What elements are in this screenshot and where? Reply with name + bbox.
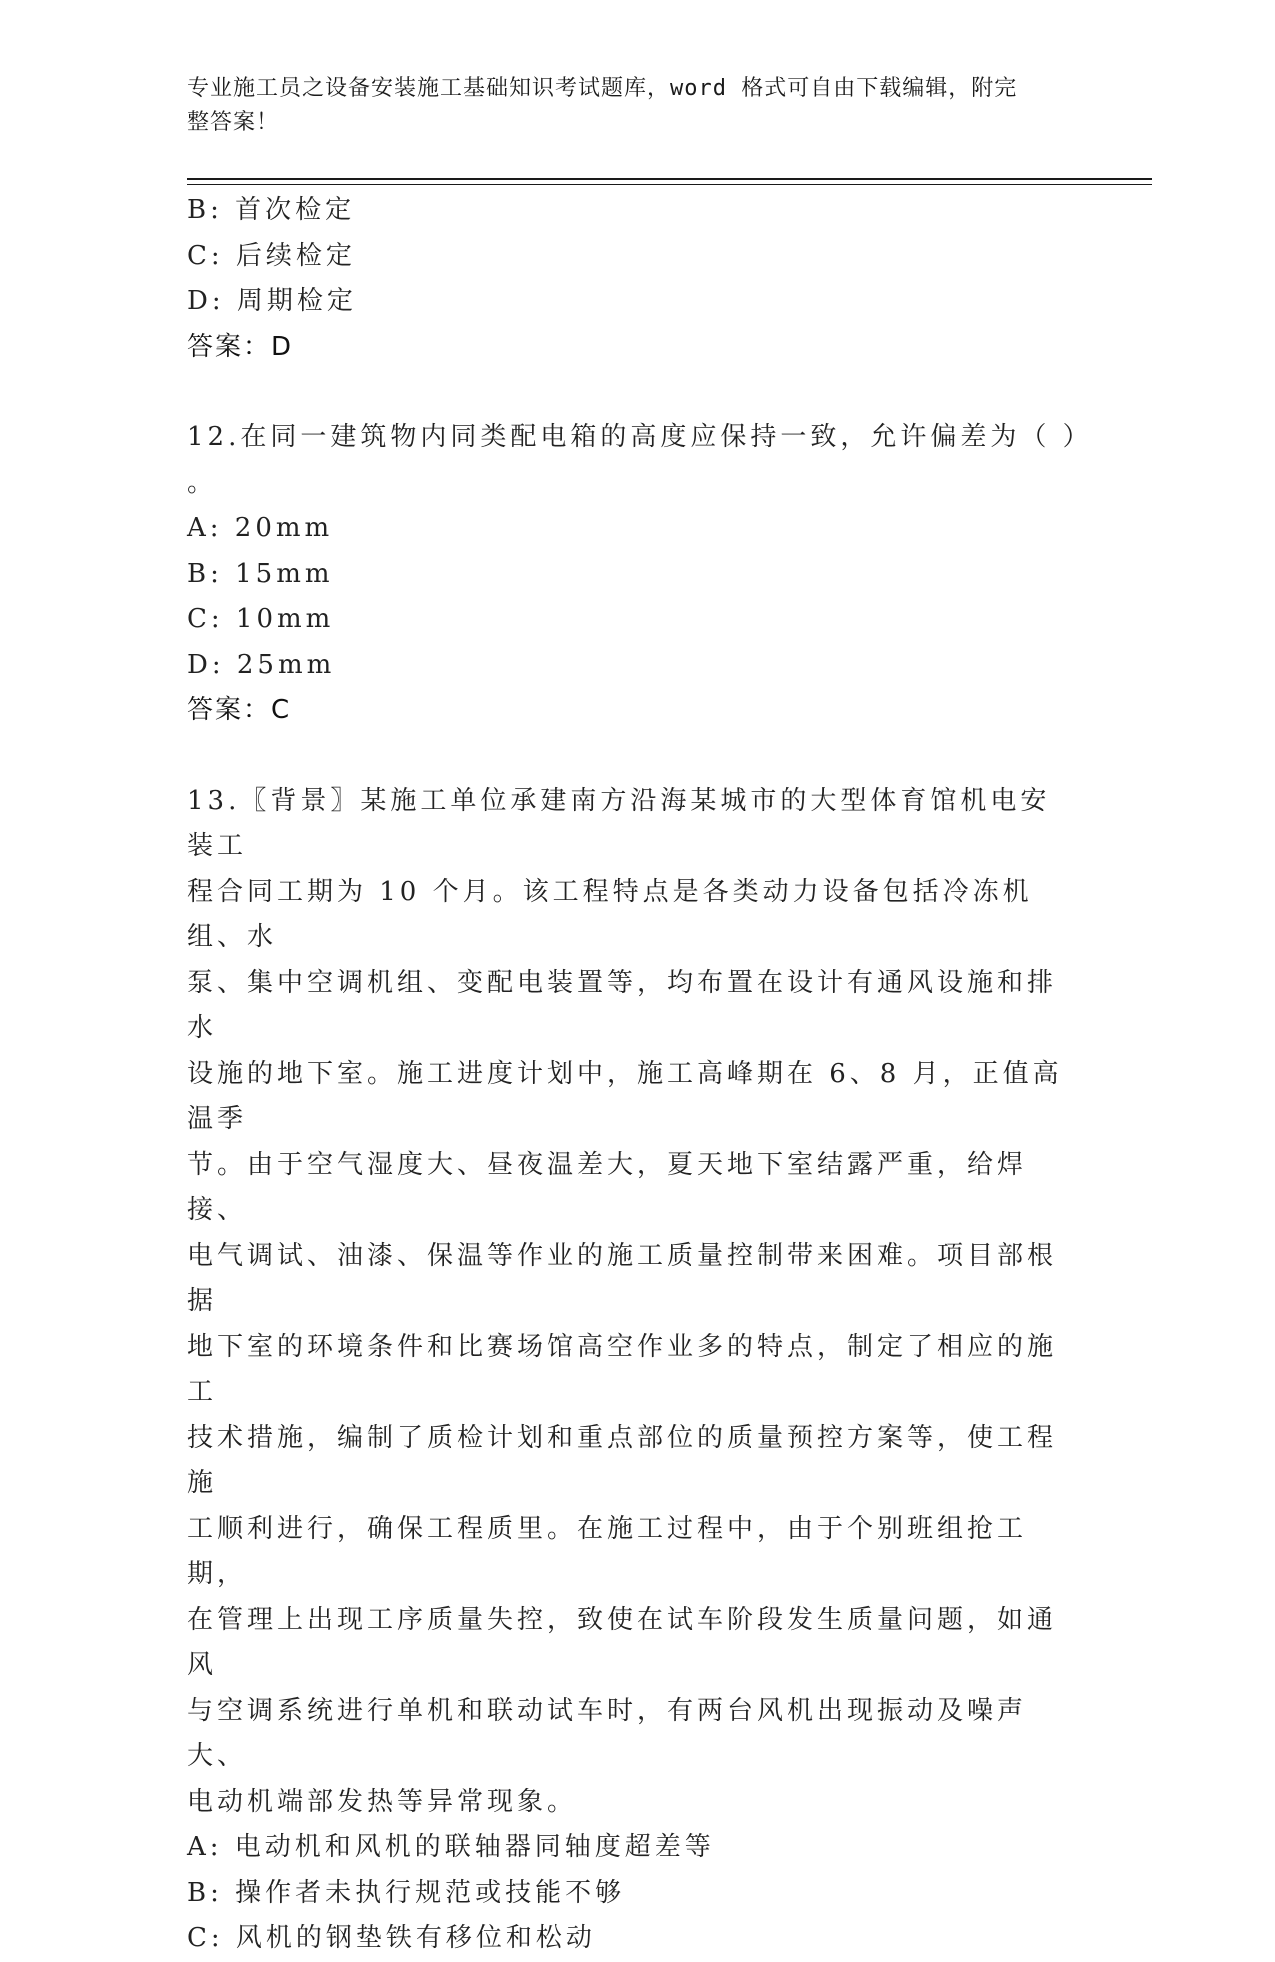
question-11	[187, 188, 1067, 370]
question-12	[187, 415, 1093, 734]
option-b: B: 操作者未执行规范或技能不够	[187, 1877, 626, 1908]
spacer	[187, 370, 1067, 415]
spacer	[187, 734, 1067, 779]
question-text-line: 节。由于空气湿度大、昼夜温差大，夏天地下室结露严重，给焊接、	[187, 1149, 1028, 1225]
option-a: A: 电动机和风机的联轴器同轴度超差等	[187, 1832, 715, 1862]
option-d: D: 25mm	[187, 649, 336, 680]
header-divider-thin	[187, 184, 1152, 185]
question-text-continued: 。	[187, 467, 218, 498]
question-text-line: 电气调试、油漆、保温等作业的施工质量控制带来困难。项目部根据	[187, 1240, 1058, 1316]
question-text-line: 泵、集中空调机组、变配电装置等，均布置在设计有通风设施和排水	[187, 967, 1058, 1043]
option-c: C: 10mm	[187, 604, 335, 634]
question-text-line: 设施的地下室。施工进度计划中，施工高峰期在 6、8 月，正值高温季	[187, 1058, 1063, 1134]
header-line-1: 专业施工员之设备安装施工基础知识考试题库，word 格式可自由下载编辑，附完	[187, 76, 1018, 101]
document-body	[187, 188, 1093, 1962]
question-text-line: 13.〖背景〗某施工单位承建南方沿海某城市的大型体育馆机电安装工	[187, 785, 1051, 861]
question-text-line: 工顺利进行，确保工程质里。在施工过程中，由于个别班组抢工期，	[187, 1513, 1028, 1589]
question-text-line: 程合同工期为 10 个月。该工程特点是各类动力设备包括冷冻机组、水	[187, 876, 1033, 952]
option-c: C: 风机的钢垫铁有移位和松动	[187, 1923, 596, 1953]
answer-label: 答案：C	[187, 695, 292, 725]
question-text-line: 技术措施，编制了质检计划和重点部位的质量预控方案等，使工程施	[187, 1422, 1058, 1498]
question-text-line: 与空调系统进行单机和联动试车时，有两台风机出现振动及噪声大、	[187, 1695, 1028, 1771]
document-header	[187, 72, 1067, 140]
question-text-line: 地下室的环境条件和比赛场馆高空作业多的特点，制定了相应的施工	[187, 1331, 1058, 1407]
option-b: B: 首次检定	[187, 195, 356, 225]
header-line-2: 整答案！	[187, 110, 280, 135]
question-text-line: 在管理上出现工序质量失控，致使在试车阶段发生质量问题，如通风	[187, 1604, 1058, 1680]
option-a: A: 20mm	[187, 513, 334, 543]
question-13	[187, 779, 1067, 1962]
option-b: B: 15mm	[187, 558, 334, 589]
question-text-line: 电动机端部发热等异常现象。	[187, 1786, 578, 1817]
option-d: D: 周期检定	[187, 286, 357, 316]
question-text: 12.在同一建筑物内同类配电箱的高度应保持一致，允许偏差为（ ）	[187, 422, 1093, 452]
answer-label: 答案：D	[187, 331, 294, 362]
header-divider-thick	[187, 178, 1152, 180]
option-c: C: 后续检定	[187, 240, 356, 271]
